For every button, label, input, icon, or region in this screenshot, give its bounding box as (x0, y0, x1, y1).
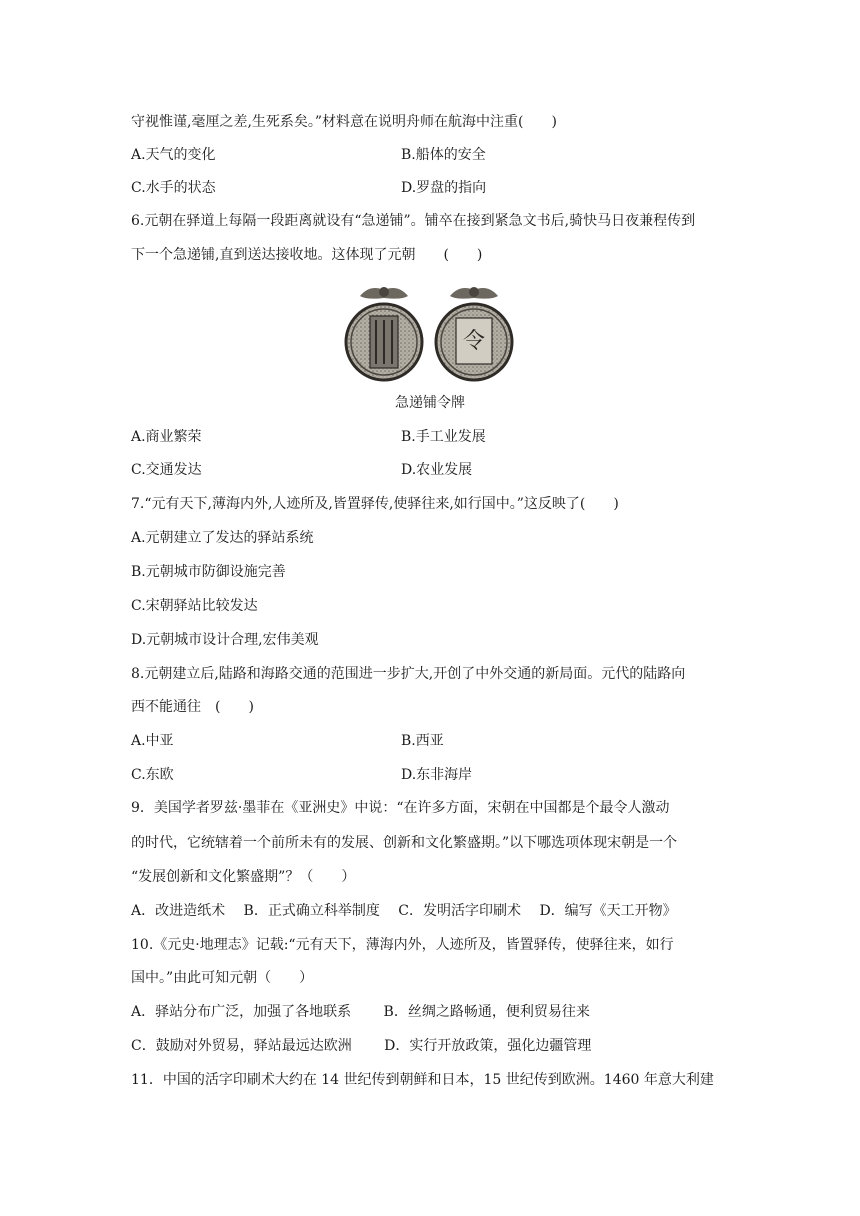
q7-option-b: B.元朝城市防御设施完善 (131, 564, 286, 580)
token-front-image (346, 287, 422, 380)
q5-option-a: A.天气的变化 (131, 147, 216, 163)
token-image (340, 282, 522, 382)
q5-tail: 守视惟谨,毫厘之差,生死系矣。”材料意在说明舟师在航海中注重( ) (131, 114, 557, 130)
q10-options-cd: C．鼓励对外贸易，驿站最远达欧洲 D．实行开放政策，强化边疆管理 (131, 1038, 592, 1054)
q8-option-d: D.东非海岸 (401, 767, 473, 783)
q8-option-b: B.西亚 (401, 733, 444, 749)
q8-option-a: A.中亚 (131, 733, 174, 749)
q8-option-c: C.东欧 (131, 767, 174, 783)
q7-option-a: A.元朝建立了发达的驿站系统 (131, 530, 314, 546)
token-figure (340, 282, 522, 382)
q9-stem-line2: 的时代，它统辖着一个前所未有的发展、创新和文化繁盛期。”以下哪选项体现宋朝是一个 (131, 835, 678, 851)
q6-option-a: A.商业繁荣 (131, 429, 202, 445)
q6-stem-line1: 6.元朝在驿道上每隔一段距离就设有“急递铺”。铺卒在接到紧急文书后,骑快马日夜兼程传到 (131, 213, 696, 229)
q5-option-c: C.水手的状态 (131, 180, 216, 196)
q10-options-ab: A．驿站分布广泛，加强了各地联系 B．丝绸之路畅通，便利贸易往来 (131, 1004, 590, 1020)
q9-options: A．改进造纸术 B．正式确立科举制度 C．发明活字印刷术 D．编写《天工开物》 (131, 903, 677, 919)
q7-option-d: D.元朝城市设计合理,宏伟美观 (131, 632, 319, 648)
token-back-image (436, 287, 512, 380)
q6-option-b: B.手工业发展 (401, 429, 486, 445)
q7-stem: 7.“元有天下,薄海内外,人迹所及,皆置驿传,使驿往来,如行国中。”这反映了( ) (131, 496, 619, 512)
q6-option-d: D.农业发展 (401, 462, 473, 478)
q7-option-c: C.宋朝驿站比较发达 (131, 598, 258, 614)
q10-stem-line1: 10.《元史·地理志》记载:“元有天下，薄海内外，人迹所及，皆置驿传，使驿往来，如行 (131, 937, 674, 953)
q9-stem-line3: “发展创新和文化繁盛期”？（ ） (131, 869, 356, 885)
q6-stem-line2: 下一个急递铺,直到送达接收地。这体现了元朝 ( ) (131, 247, 483, 263)
q5-option-b: B.船体的安全 (401, 147, 486, 163)
figure-caption: 急递铺令牌 (395, 395, 465, 411)
q9-stem-line1: 9．美国学者罗兹·墨菲在《亚洲史》中说：“在许多方面，宋朝在中国都是个最令人激动 (131, 800, 670, 816)
q8-stem-line1: 8.元朝建立后,陆路和海路交通的范围进一步扩大,开创了中外交通的新局面。元代的陆路向 (131, 666, 686, 682)
q6-option-c: C.交通发达 (131, 462, 202, 478)
q10-stem-line2: 国中。”由此可知元朝（ ） (131, 970, 314, 986)
token-character: 令 (462, 329, 486, 354)
q11-stem-line1: 11．中国的活字印刷术大约在 14 世纪传到朝鲜和日本，15 世纪传到欧洲。1460 年意大利建 (131, 1072, 714, 1088)
q8-stem-line2: 西不能通往 ( ) (131, 699, 254, 715)
q5-option-d: D.罗盘的指向 (401, 180, 487, 196)
